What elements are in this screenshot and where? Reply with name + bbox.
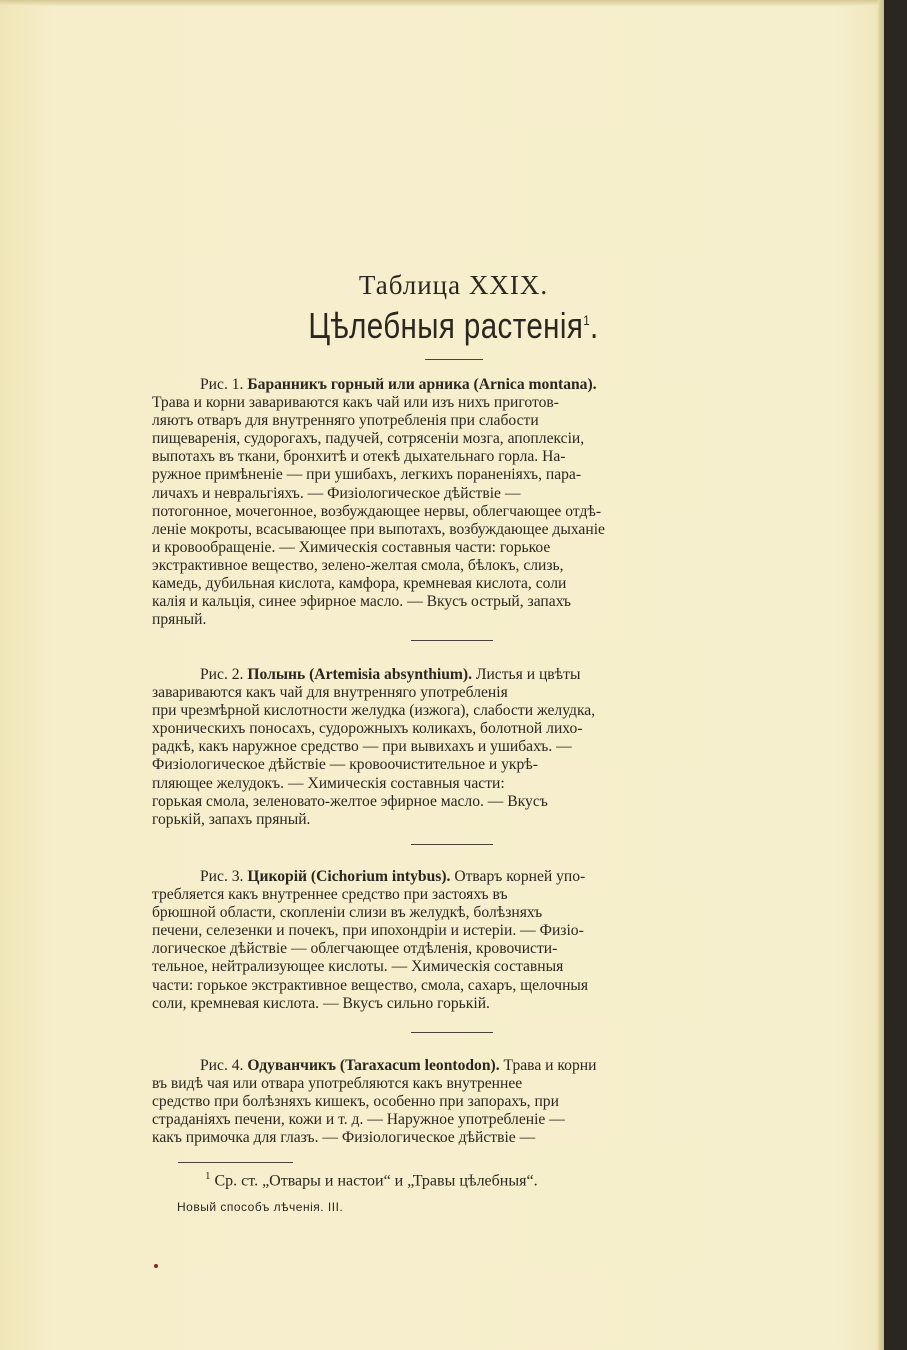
para-line: при чрезмѣрной кислотности желудка (изжога), слабости желудка, xyxy=(152,702,596,720)
para-line: Трава и корни завариваются какъ чай или изъ нихъ приготов- xyxy=(152,394,559,412)
para-line: пищеваренія, судорогахъ, падучей, сотрясеніи мозга, апоплексіи, xyxy=(152,430,585,448)
para-line: горькая смола, зеленовато-желтое эфирное масло. — Вкусъ xyxy=(152,792,548,810)
para-line: части: горькое экстрактивное вещество, смола, сахаръ, щелочныя xyxy=(152,976,589,994)
para-line: средство при болѣзняхъ кишекъ, особенно при запорахъ, при xyxy=(152,1093,559,1111)
para-line: завариваются какъ чай для внутренняго употребленія xyxy=(152,684,508,702)
para-line: радкѣ, какъ наружное средство — при вывихахъ и ушибахъ. — xyxy=(152,738,572,756)
para-line: Рис. 1. Баранникъ горный или арника (Arnica montana). xyxy=(200,376,597,393)
para-line: страданіяхъ печени, кожи и т. д. — Наружное употребленіе — xyxy=(152,1111,565,1129)
plate-title-text: Цѣлебныя растенія xyxy=(308,305,584,346)
para-line: какъ примочка для глазъ. — Физіологическое дѣйствіе — xyxy=(152,1129,536,1147)
para-line: брюшной области, скопленіи слизи въ желудкѣ, болѣзняхъ xyxy=(152,904,543,922)
para-line: камедь, дубильная кислота, камфора, кремневая кислота, соли xyxy=(152,575,567,593)
plate-title: Цѣлебныя растенія$^1$. xyxy=(308,305,599,346)
para-line: горькій, запахъ пряный. xyxy=(152,810,311,828)
para-line: личахъ и невральгіяхъ. — Физiологическое дѣйствiе — xyxy=(152,484,521,502)
para-line: требляется какъ внутреннее средство при застояхъ въ xyxy=(152,886,508,904)
para-line: въ видѣ чая или отвара употребляются какъ внутреннее xyxy=(152,1075,523,1093)
para-line: пляющее желудокъ. — Химическія составныя части: xyxy=(152,774,505,792)
para-line: ляютъ отваръ для внутренняго употребленія при слабости xyxy=(152,412,539,430)
scan-border xyxy=(884,0,907,1350)
figure-3-paragraph xyxy=(152,868,756,1013)
para-line: печени, селезенки и почекъ, при ипохондріи и истеріи. — Физіо- xyxy=(152,922,584,940)
para-line: хроническихъ поносахъ, судорожныхъ коликахъ, болотной лихо- xyxy=(152,720,583,738)
footnote-number: 1 xyxy=(205,1170,211,1182)
section-divider xyxy=(411,844,493,845)
para-line: потогонное, мочегонное, возбуждающее нервы, облегчающее отдѣ- xyxy=(152,502,602,520)
plate-number: Таблица XXIX. xyxy=(358,270,549,300)
para-line: Рис. 4. Одуванчикъ (Taraxacum leontodon). Трава и корни xyxy=(200,1057,597,1074)
para-line: ружное примѣненіе — при ушибахъ, легкихъ пораненіяхъ, пара- xyxy=(152,466,582,484)
figure-heading: Полынь (Artemisia absynthium). xyxy=(247,666,472,683)
figure-heading: Баранникъ горный или арника (Arnica montana). xyxy=(247,376,597,393)
printer-signature: Новый способъ лѣченія. III. xyxy=(177,1200,344,1214)
para-line: Рис. 3. Цикорій (Cichorium intybus). Отваръ корней упо- xyxy=(200,868,586,885)
footnote-text: Ср. ст. „Отвары и настои“ и „Травы цѣлебныя“. xyxy=(214,1172,538,1190)
para-line: леніе мокроты, всасывающее при выпотахъ, возбуждающее дыханіе xyxy=(152,520,605,538)
para-line: выпотахъ въ ткани, бронхитѣ и отекѣ дыхательнаго горла. На- xyxy=(152,448,566,466)
figure-heading: Одуванчикъ (Taraxacum leontodon). xyxy=(247,1057,500,1074)
section-divider xyxy=(411,640,493,641)
para-line: и кровообращеніе. — Химическія составныя части: горькое xyxy=(152,538,551,556)
para-line: пряный. xyxy=(152,611,207,629)
para-line: тельное, нейтрализующее кислоты. — Химическія составныя xyxy=(152,958,564,976)
figure-1-paragraph xyxy=(152,376,756,629)
section-divider xyxy=(411,1032,493,1033)
para-line: Рис. 2. Полынь (Artemisia absynthium). Листья и цвѣты xyxy=(200,666,581,683)
title-divider xyxy=(425,359,483,360)
page-top-edge xyxy=(0,0,884,6)
figure-heading: Цикорій (Cichorium intybus). xyxy=(247,868,451,885)
footnote-rule xyxy=(178,1162,293,1163)
figure-2-paragraph xyxy=(152,666,756,829)
footnote xyxy=(205,1170,765,1190)
para-line: соли, кремневая кислота. — Вкусъ сильно горькій. xyxy=(152,994,490,1012)
figure-4-paragraph xyxy=(152,1057,756,1147)
ink-speck xyxy=(154,1264,158,1268)
para-line: логическое дѣйствіе — облегчающее отдѣленія, кровочисти- xyxy=(152,940,558,958)
para-line: Физіологическое дѣйствіе — кровоочистительное и укрѣ- xyxy=(152,756,538,774)
para-line: калія и кальція, синее эфирное масло. — Вкусъ острый, запахъ xyxy=(152,593,571,611)
footnote-mark: 1 xyxy=(583,312,591,328)
para-line: экстрактивное вещество, зелено-желтая смола, бѣлокъ, слизь, xyxy=(152,556,564,574)
